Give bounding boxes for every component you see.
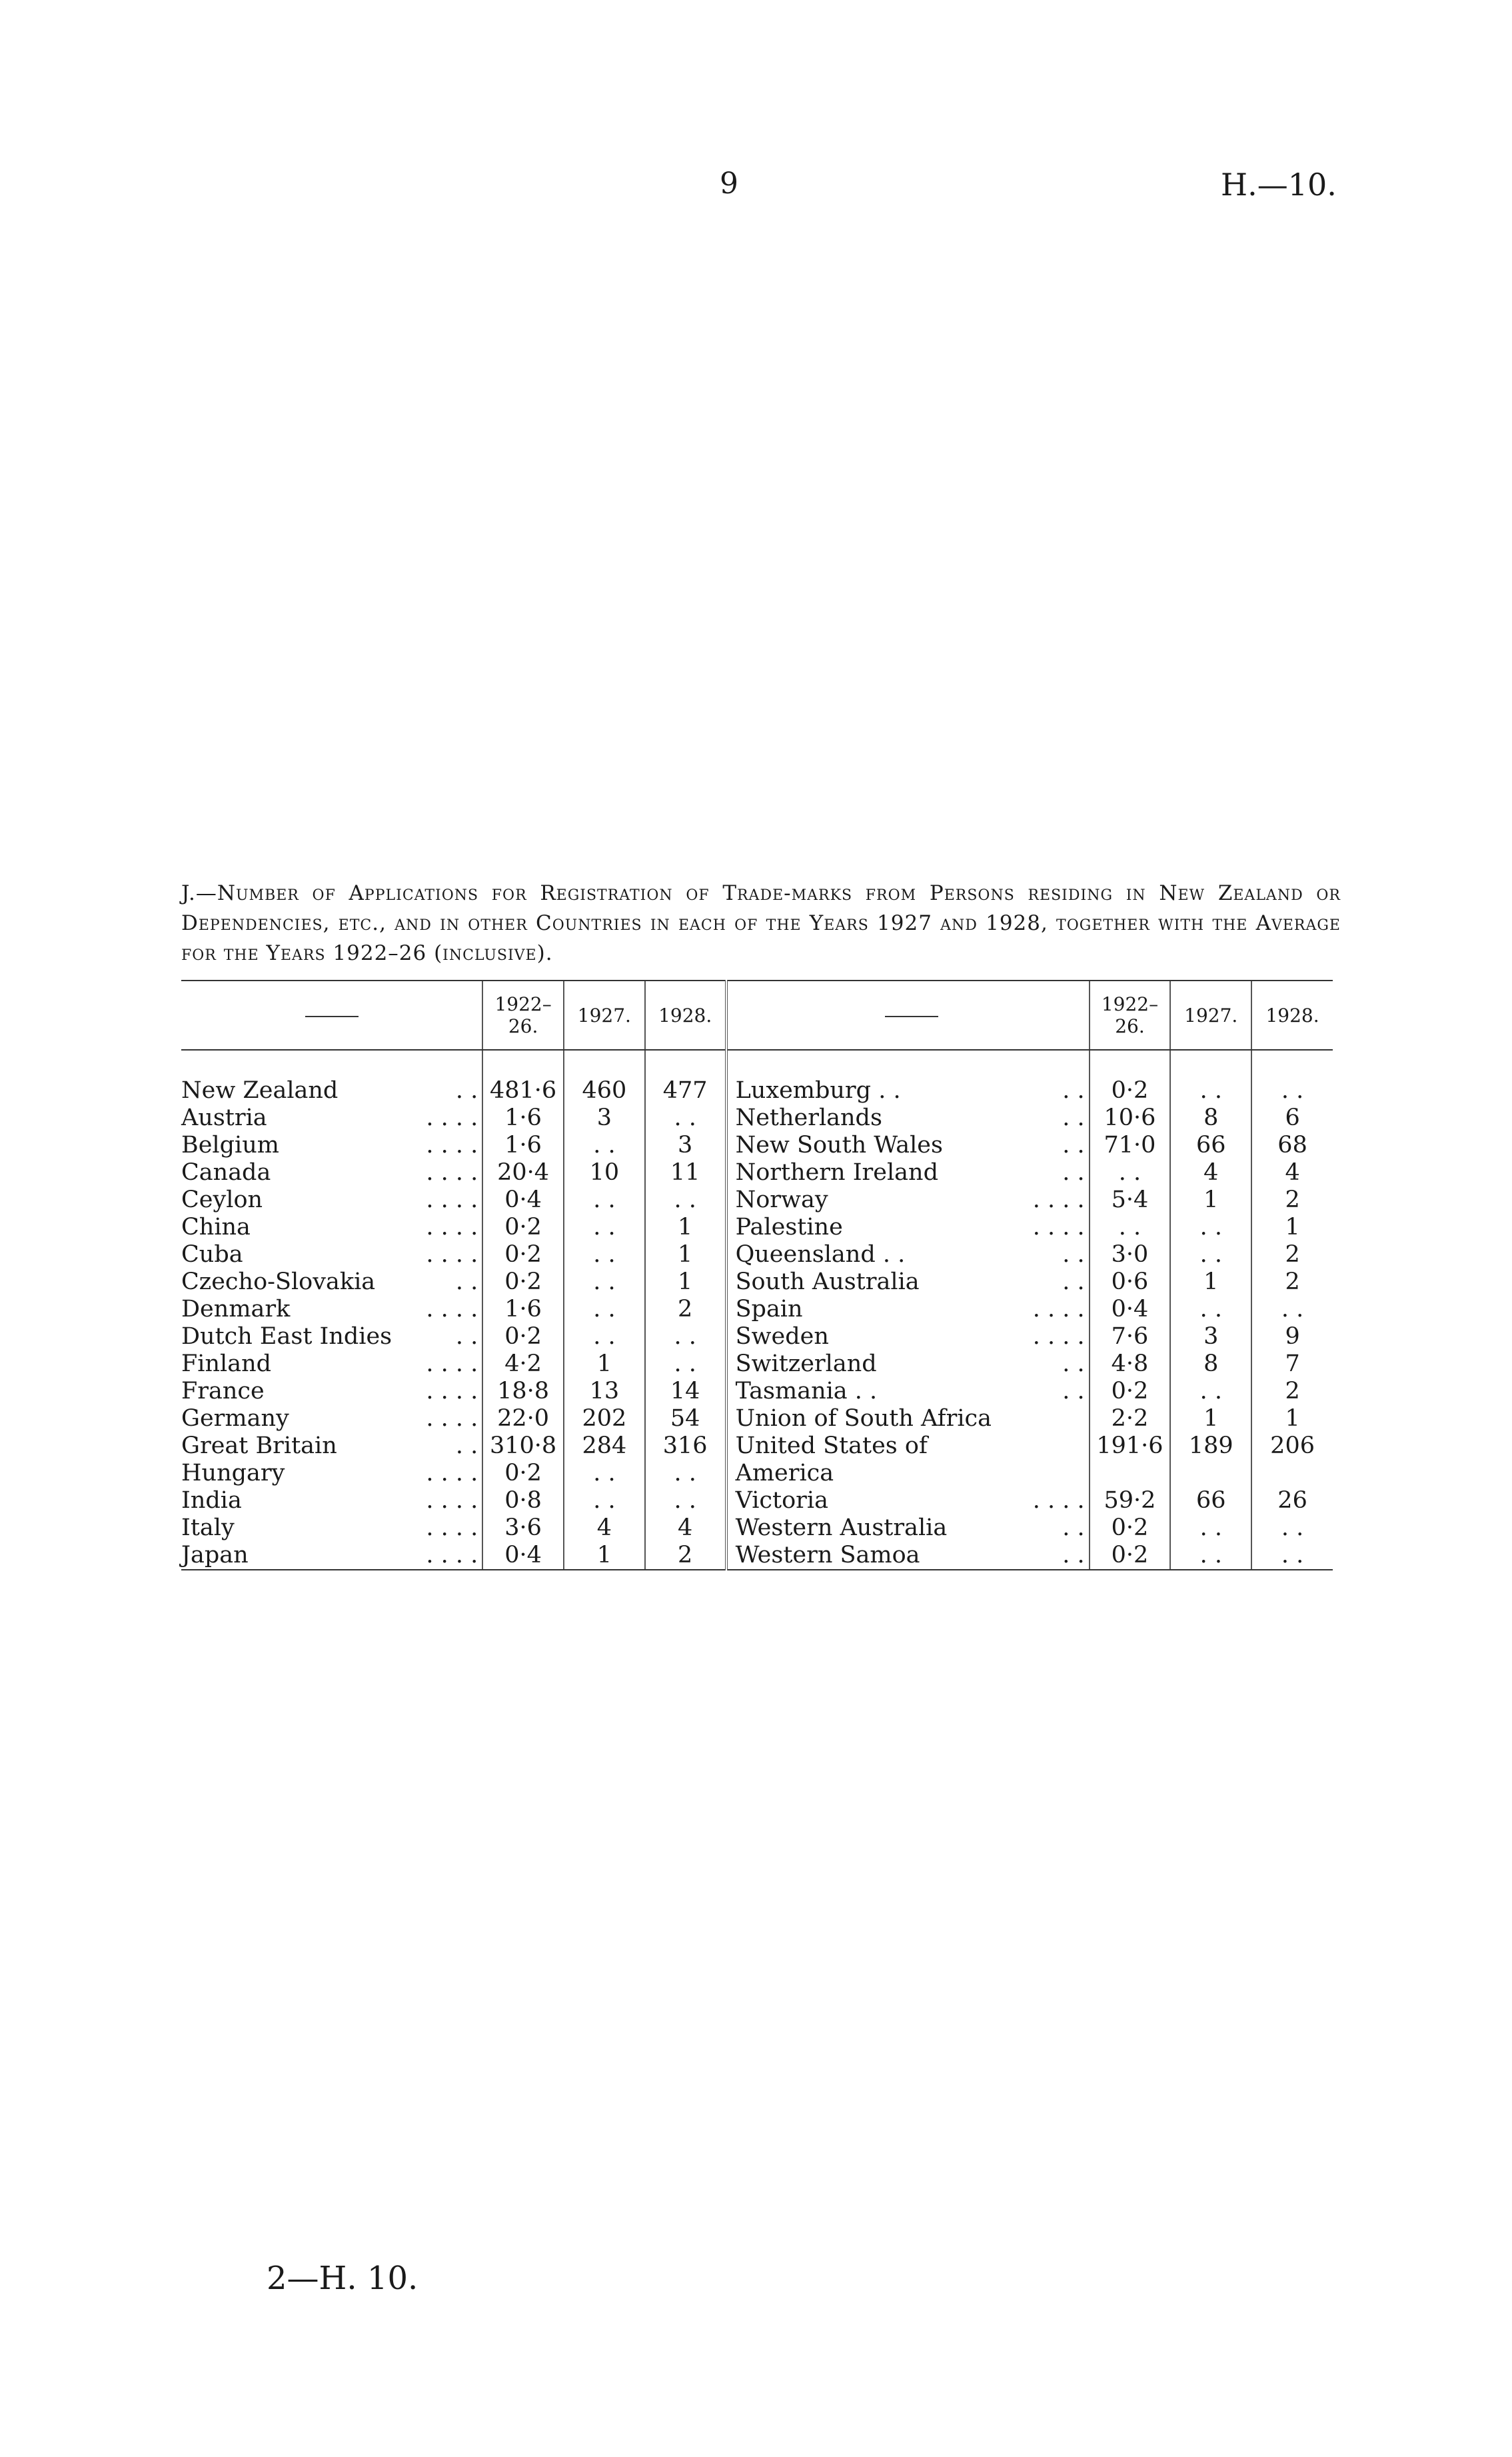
left-value-1928: 1 (645, 1241, 726, 1268)
right-country-name: Queensland . . (726, 1241, 1026, 1268)
right-leader-dots: . . (1062, 1350, 1085, 1377)
left-value-1922-26: 1·6 (482, 1296, 564, 1323)
table-row (181, 1241, 1333, 1268)
left-value-1927: 460 (564, 1050, 645, 1105)
left-value-1927: . . (564, 1296, 645, 1323)
left-leader-dots: . . (455, 1077, 478, 1104)
right-country-name: Norway (726, 1187, 1026, 1214)
right-value-1928: 1 (1251, 1405, 1333, 1432)
left-value-1922-26: 0·4 (482, 1187, 564, 1214)
right-value-1922-26: . . (1090, 1214, 1171, 1241)
right-leader-dots: . . (1062, 1514, 1085, 1541)
left-country-name: Japan (181, 1542, 419, 1570)
right-value-1927: . . (1170, 1514, 1251, 1542)
right-value-1922-26: 10·6 (1090, 1105, 1171, 1132)
left-value-1927: 284 (564, 1432, 645, 1460)
right-value-1927: 1 (1170, 1405, 1251, 1432)
right-value-1928: . . (1251, 1296, 1333, 1323)
right-leader-dots: . . (1062, 1241, 1085, 1268)
country-column-header-right (726, 981, 1090, 1050)
right-value-1922-26: 191·6 (1090, 1432, 1171, 1460)
left-value-1928: 3 (645, 1132, 726, 1159)
right-country-name: Spain (726, 1296, 1026, 1323)
right-value-1927: 1 (1170, 1187, 1251, 1214)
left-value-1927: 10 (564, 1159, 645, 1187)
table-row (181, 1105, 1333, 1132)
right-country-name: Western Australia (726, 1514, 1026, 1542)
left-value-1927: . . (564, 1187, 645, 1214)
right-value-1922-26: 71·0 (1090, 1132, 1171, 1159)
table-caption: J.—Number of Applications for Registration of Trade-marks from Persons residing in New Zealand or Dependencies, etc., and in other Countries in each of the Years 1927 and 1928, together with the Average for the Years 1922–26 (inclusive). (181, 881, 1341, 965)
column-header-1928-left: 1928. (645, 981, 726, 1050)
left-value-1927: . . (564, 1323, 645, 1350)
left-leader-dots: . . . . (426, 1214, 478, 1240)
right-leader-dots: . . (1062, 1105, 1085, 1131)
document-reference: H.—10. (1221, 167, 1337, 203)
left-country-name: Canada (181, 1159, 271, 1186)
left-country-name: India (181, 1487, 242, 1514)
left-value-1928: 4 (645, 1514, 726, 1542)
right-country-name: Northern Ireland (726, 1159, 1026, 1187)
right-leader-dots (1026, 1432, 1090, 1460)
left-value-1927: . . (564, 1241, 645, 1268)
left-value-1928: . . (645, 1487, 726, 1514)
left-value-1922-26: 0·2 (482, 1214, 564, 1241)
column-header-1927-left: 1927. (564, 981, 645, 1050)
column-header-1928-right: 1928. (1251, 981, 1333, 1050)
table-row (181, 1050, 1333, 1105)
left-country-name: New Zealand (181, 1077, 339, 1104)
right-value-1927: . . (1170, 1214, 1251, 1241)
left-country-name: Cuba (181, 1241, 243, 1268)
right-value-1922-26: 59·2 (1090, 1487, 1171, 1514)
left-country-name: Germany (181, 1405, 289, 1432)
right-country-name: Union of South Africa (726, 1405, 1026, 1432)
left-value-1928: 477 (645, 1050, 726, 1105)
right-country-name: Netherlands (726, 1105, 1026, 1132)
table-row (181, 1542, 1333, 1570)
right-country-name: Switzerland (726, 1350, 1026, 1378)
right-country-name: Western Samoa (726, 1542, 1026, 1570)
table-row (181, 1159, 1333, 1187)
left-value-1928: . . (645, 1350, 726, 1378)
right-value-1922-26: 2·2 (1090, 1405, 1171, 1432)
left-country-name: Denmark (181, 1296, 291, 1322)
right-country-name: Sweden (726, 1323, 1026, 1350)
left-leader-dots: . . . . (426, 1132, 478, 1159)
right-leader-dots: . . (1062, 1132, 1085, 1159)
left-value-1922-26: 20·4 (482, 1159, 564, 1187)
left-value-1928: . . (645, 1105, 726, 1132)
right-value-1922-26: 7·6 (1090, 1323, 1171, 1350)
column-header-avg-left: 1922–26. (482, 981, 564, 1050)
left-value-1927: 13 (564, 1378, 645, 1405)
right-leader-dots: . . (1062, 1268, 1085, 1295)
right-value-1928: 2 (1251, 1187, 1333, 1214)
left-leader-dots: . . . . (426, 1405, 478, 1432)
right-value-1927: . . (1170, 1542, 1251, 1570)
right-value-1928: 68 (1251, 1132, 1333, 1159)
left-value-1927: . . (564, 1132, 645, 1159)
right-value-1922-26: 5·4 (1090, 1187, 1171, 1214)
table-row (181, 1460, 1333, 1487)
left-leader-dots: . . . . (419, 1542, 483, 1570)
right-value-1927: . . (1170, 1296, 1251, 1323)
left-value-1928: 14 (645, 1378, 726, 1405)
right-value-1922-26: . . (1090, 1159, 1171, 1187)
left-value-1922-26: 0·8 (482, 1487, 564, 1514)
left-value-1927: . . (564, 1487, 645, 1514)
left-value-1922-26: 0·2 (482, 1268, 564, 1296)
right-value-1927 (1170, 1460, 1251, 1487)
left-value-1922-26: 0·2 (482, 1460, 564, 1487)
right-value-1928: 206 (1251, 1432, 1333, 1460)
right-value-1928: 2 (1251, 1378, 1333, 1405)
right-leader-dots: . . . . (1032, 1296, 1085, 1322)
left-value-1927: . . (564, 1460, 645, 1487)
right-value-1927: 66 (1170, 1487, 1251, 1514)
table-row (181, 1350, 1333, 1378)
left-country-name: Finland (181, 1350, 272, 1377)
right-country-name: Palestine (726, 1214, 1026, 1241)
left-leader-dots: . . . . (426, 1105, 478, 1131)
right-value-1928: . . (1251, 1542, 1333, 1570)
right-value-1928: 6 (1251, 1105, 1333, 1132)
right-country-name: New South Wales (726, 1132, 1026, 1159)
column-header-1927-right: 1927. (1170, 981, 1251, 1050)
right-value-1928: 2 (1251, 1241, 1333, 1268)
left-value-1922-26: 4·2 (482, 1350, 564, 1378)
right-value-1928: 7 (1251, 1350, 1333, 1378)
right-value-1927: 3 (1170, 1323, 1251, 1350)
right-leader-dots: . . . . (1032, 1214, 1085, 1240)
page-number: 9 (720, 167, 738, 201)
left-value-1927: 1 (564, 1350, 645, 1378)
left-value-1927: . . (564, 1214, 645, 1241)
left-value-1922-26: 3·6 (482, 1514, 564, 1542)
left-leader-dots: . . . . (426, 1241, 478, 1268)
left-value-1922-26: 0·2 (482, 1241, 564, 1268)
left-value-1922-26: 481·6 (482, 1050, 564, 1105)
left-leader-dots: . . . . (426, 1378, 478, 1404)
table-body (181, 1050, 1333, 1570)
left-value-1928: 1 (645, 1268, 726, 1296)
table-row (181, 1214, 1333, 1241)
table-row (181, 1268, 1333, 1296)
left-value-1928: . . (645, 1323, 726, 1350)
left-leader-dots: . . . . (426, 1296, 478, 1322)
right-value-1922-26 (1090, 1460, 1171, 1487)
left-value-1922-26: 0·2 (482, 1323, 564, 1350)
right-value-1927: 8 (1170, 1350, 1251, 1378)
left-value-1928: . . (645, 1460, 726, 1487)
left-leader-dots: . . . . (426, 1514, 478, 1541)
right-leader-dots: . . (1062, 1077, 1085, 1104)
left-leader-dots: . . . . (426, 1159, 478, 1186)
left-country-name: Dutch East Indies (181, 1323, 392, 1350)
left-country-name: Great Britain (181, 1432, 337, 1459)
right-value-1927: . . (1170, 1050, 1251, 1105)
right-value-1927: 1 (1170, 1268, 1251, 1296)
right-country-name: Victoria (726, 1487, 1026, 1514)
right-country-name: United States of (726, 1432, 1026, 1460)
right-country-name: America (726, 1460, 1026, 1487)
right-value-1928: . . (1251, 1050, 1333, 1105)
left-leader-dots: . . . . (426, 1187, 478, 1213)
table-row (181, 1514, 1333, 1542)
left-country-name: Czecho-Slovakia (181, 1268, 376, 1295)
left-value-1928: 11 (645, 1159, 726, 1187)
right-value-1928 (1251, 1460, 1333, 1487)
left-leader-dots: . . (455, 1268, 478, 1295)
table-header-row (181, 981, 1333, 1050)
left-leader-dots: . . (455, 1323, 478, 1350)
left-value-1922-26: 18·8 (482, 1378, 564, 1405)
right-leader-dots: . . . . (1032, 1187, 1085, 1213)
left-country-name: China (181, 1214, 251, 1240)
right-country-name: South Australia (726, 1268, 1026, 1296)
footer-mark: 2—H. 10. (267, 2260, 418, 2297)
left-value-1922-26: 22·0 (482, 1405, 564, 1432)
right-value-1927: 4 (1170, 1159, 1251, 1187)
right-value-1922-26: 0·2 (1090, 1514, 1171, 1542)
left-value-1928: 2 (645, 1296, 726, 1323)
left-value-1928: 316 (645, 1432, 726, 1460)
column-header-avg-right: 1922–26. (1090, 981, 1171, 1050)
right-country-name: Luxemburg . . (726, 1050, 1026, 1105)
right-value-1928: 4 (1251, 1159, 1333, 1187)
table-row (181, 1432, 1333, 1460)
right-value-1927: . . (1170, 1241, 1251, 1268)
left-value-1927: 202 (564, 1405, 645, 1432)
left-value-1922-26: 1·6 (482, 1132, 564, 1159)
left-country-name: France (181, 1378, 265, 1404)
right-value-1922-26: 0·4 (1090, 1296, 1171, 1323)
right-value-1927: 189 (1170, 1432, 1251, 1460)
right-leader-dots (1026, 1460, 1090, 1487)
right-value-1922-26: 0·2 (1090, 1050, 1171, 1105)
country-column-header-left (181, 981, 482, 1050)
right-leader-dots: . . . . (1032, 1323, 1085, 1350)
table-row (181, 1405, 1333, 1432)
right-value-1927: . . (1170, 1378, 1251, 1405)
right-leader-dots: . . (1026, 1542, 1090, 1570)
trade-marks-table (181, 980, 1333, 1570)
left-value-1927: 1 (564, 1542, 645, 1570)
left-value-1927: . . (564, 1268, 645, 1296)
left-value-1927: 3 (564, 1105, 645, 1132)
left-value-1928: 54 (645, 1405, 726, 1432)
left-leader-dots: . . (455, 1432, 478, 1459)
table-row (181, 1487, 1333, 1514)
right-value-1928: . . (1251, 1514, 1333, 1542)
right-leader-dots: . . . . (1032, 1487, 1085, 1514)
right-value-1928: 9 (1251, 1323, 1333, 1350)
right-value-1928: 1 (1251, 1214, 1333, 1241)
right-value-1927: 66 (1170, 1132, 1251, 1159)
table-row (181, 1378, 1333, 1405)
left-country-name: Hungary (181, 1460, 285, 1486)
right-value-1922-26: 0·2 (1090, 1378, 1171, 1405)
right-value-1928: 2 (1251, 1268, 1333, 1296)
left-value-1928: . . (645, 1187, 726, 1214)
left-country-name: Belgium (181, 1132, 279, 1159)
left-country-name: Italy (181, 1514, 235, 1541)
left-country-name: Ceylon (181, 1187, 263, 1213)
table-row (181, 1187, 1333, 1214)
left-value-1928: 2 (645, 1542, 726, 1570)
right-leader-dots (1026, 1405, 1090, 1432)
right-country-name: Tasmania . . (726, 1378, 1026, 1405)
right-leader-dots: . . (1062, 1159, 1085, 1186)
right-value-1922-26: 0·2 (1090, 1542, 1171, 1570)
left-leader-dots: . . . . (426, 1460, 478, 1486)
left-leader-dots: . . . . (426, 1487, 478, 1514)
left-value-1922-26: 0·4 (482, 1542, 564, 1570)
table-row (181, 1132, 1333, 1159)
right-value-1922-26: 0·6 (1090, 1268, 1171, 1296)
left-value-1928: 1 (645, 1214, 726, 1241)
right-leader-dots: . . (1062, 1378, 1085, 1404)
left-leader-dots: . . . . (426, 1350, 478, 1377)
table-row (181, 1296, 1333, 1323)
right-value-1922-26: 4·8 (1090, 1350, 1171, 1378)
left-value-1922-26: 310·8 (482, 1432, 564, 1460)
left-value-1922-26: 1·6 (482, 1105, 564, 1132)
left-value-1927: 4 (564, 1514, 645, 1542)
right-value-1922-26: 3·0 (1090, 1241, 1171, 1268)
table-row (181, 1323, 1333, 1350)
left-country-name: Austria (181, 1105, 267, 1131)
right-value-1928: 26 (1251, 1487, 1333, 1514)
right-value-1927: 8 (1170, 1105, 1251, 1132)
